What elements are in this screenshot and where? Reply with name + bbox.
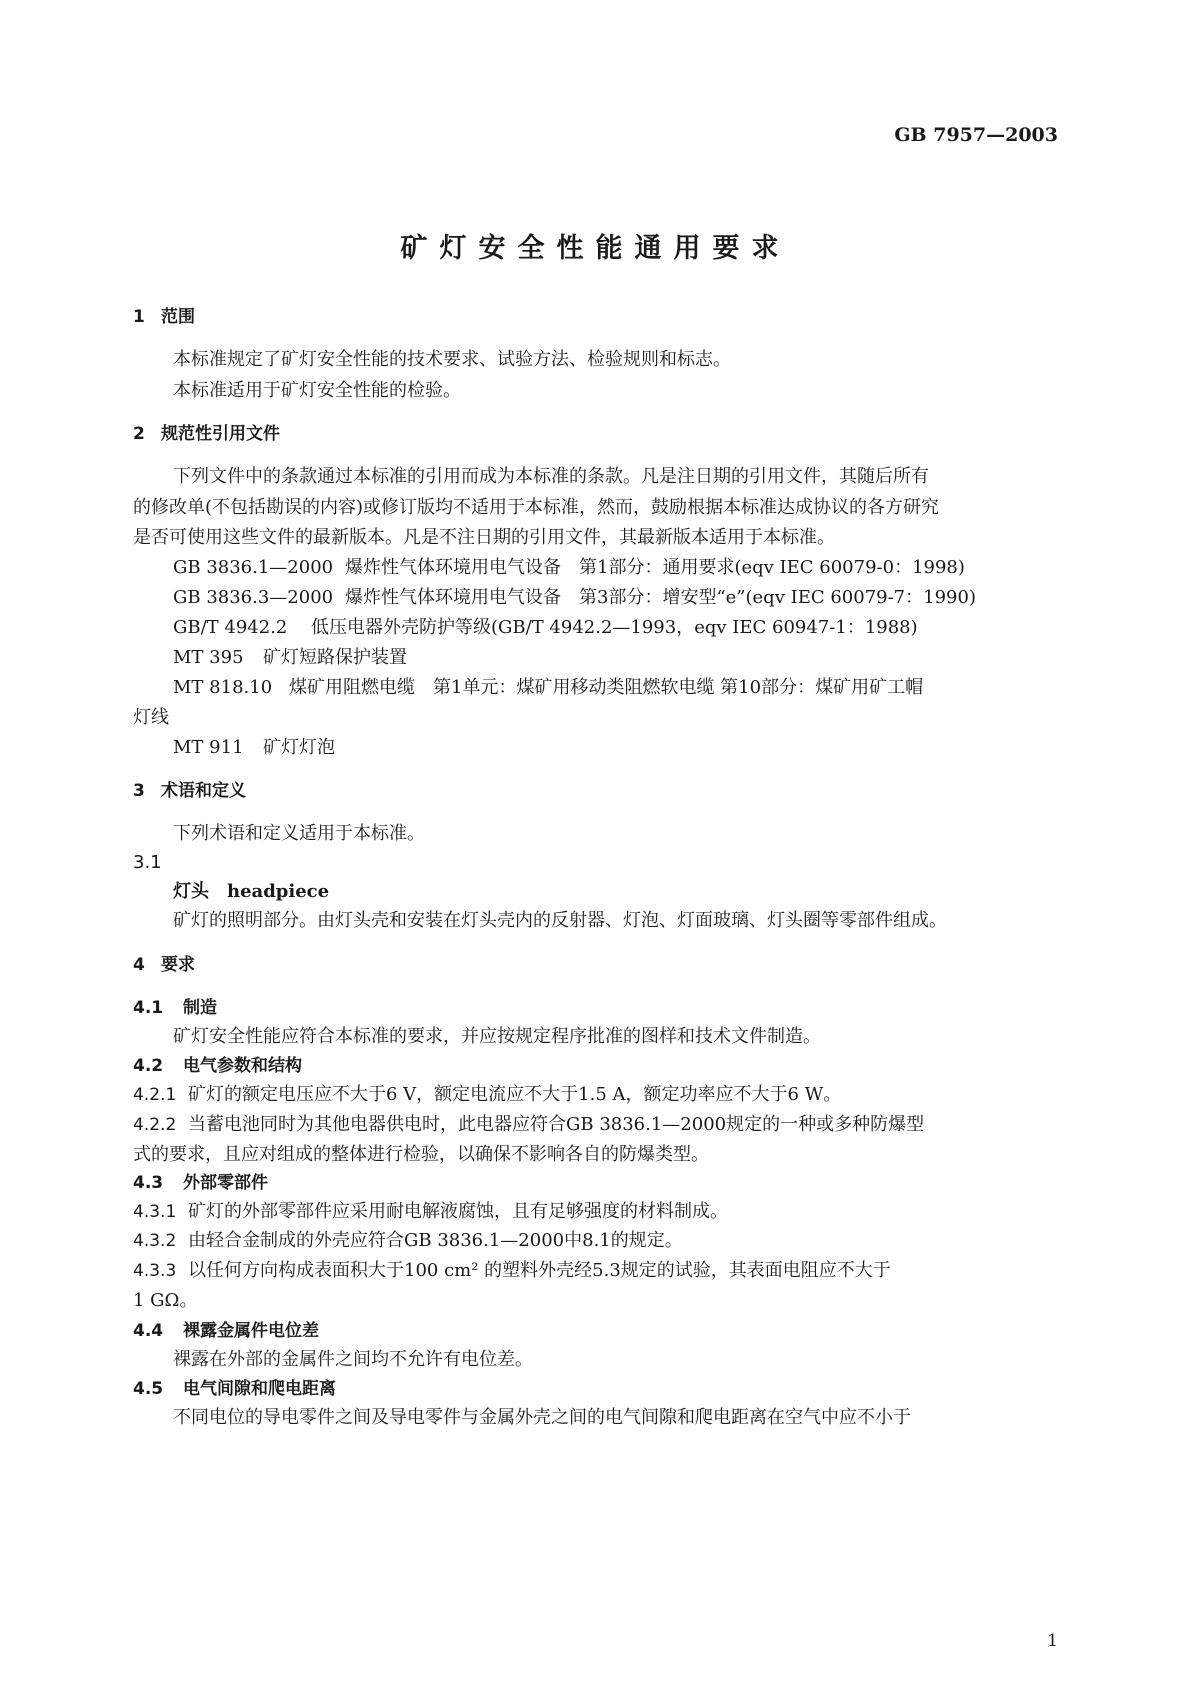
section-number: 4 bbox=[133, 955, 145, 975]
clause-4-2-1 bbox=[133, 1080, 1061, 1110]
paragraph: 下列文件中的条款通过本标准的引用而成为本标准的条款。凡是注日期的引用文件，其随后所有 bbox=[173, 466, 929, 487]
reference-title: 低压电器外壳防护等级(GB/T 4942.2—1993，eqv IEC 60947-1：1988) bbox=[311, 617, 918, 638]
clause-number: 4.3.1 bbox=[133, 1202, 177, 1222]
reference-item bbox=[173, 643, 1061, 673]
document-title: 矿灯安全性能通用要求 bbox=[400, 233, 791, 264]
clause-title: 电气间隙和爬电距离 bbox=[183, 1379, 336, 1399]
clause-text: 当蓄电池同时为其他电器供电时，此电器应符合GB 3836.1—2000规定的一种或多种防爆型 bbox=[188, 1114, 925, 1135]
reference-item bbox=[173, 613, 1061, 643]
clause-text: 矿灯的额定电压应不大于6 V，额定电流应不大于1.5 A，额定功率应不大于6 W。 bbox=[188, 1084, 842, 1105]
clause-continuation: 1 GΩ。 bbox=[133, 1290, 198, 1311]
clause-4-2-heading bbox=[133, 1051, 1061, 1081]
reference-item bbox=[173, 673, 1061, 703]
reference-item bbox=[173, 553, 1061, 583]
section-4-heading bbox=[133, 950, 1061, 980]
clause-number: 4.2.1 bbox=[133, 1085, 177, 1105]
section-title: 要求 bbox=[161, 955, 195, 975]
paragraph: 本标准适用于矿灯安全性能的检验。 bbox=[173, 380, 461, 401]
reference-continuation: 灯线 bbox=[133, 707, 169, 728]
clause-number: 4.3.2 bbox=[133, 1231, 177, 1251]
reference-code: GB 3836.3—2000 bbox=[173, 587, 334, 608]
section-number: 1 bbox=[133, 307, 145, 327]
reference-title: 矿灯灯泡 bbox=[263, 737, 335, 758]
section-1-heading bbox=[133, 302, 1061, 332]
clause-number: 3.1 bbox=[133, 852, 162, 873]
clause-number: 4.3 bbox=[133, 1173, 164, 1193]
clause-title: 裸露金属件电位差 bbox=[183, 1321, 319, 1341]
reference-title: 爆炸性气体环境用电气设备 第3部分：增安型“e”(eqv IEC 60079-7：1990) bbox=[345, 587, 976, 608]
clause-text: 由轻合金制成的外壳应符合GB 3836.1—2000中8.1的规定。 bbox=[188, 1230, 683, 1251]
reference-title: 矿灯短路保护装置 bbox=[263, 647, 407, 668]
clause-4-3-2 bbox=[133, 1226, 1061, 1256]
clause-4-3-1 bbox=[133, 1197, 1061, 1227]
paragraph: 裸露在外部的金属件之间均不允许有电位差。 bbox=[173, 1349, 533, 1370]
paragraph-continuation: 的修改单(不包括勘误的内容)或修订版均不适用于本标准，然而，鼓励根据本标准达成协议的各方研究 bbox=[133, 497, 940, 518]
paragraph: 下列术语和定义适用于本标准。 bbox=[173, 823, 425, 844]
clause-title: 制造 bbox=[183, 998, 217, 1018]
clause-text: 矿灯的外部零部件应采用耐电解液腐蚀，且有足够强度的材料制成。 bbox=[188, 1201, 728, 1222]
clause-number: 4.1 bbox=[133, 998, 164, 1018]
section-title: 规范性引用文件 bbox=[161, 424, 280, 444]
section-number: 3 bbox=[133, 781, 145, 801]
reference-item bbox=[173, 583, 1061, 613]
term-number bbox=[133, 848, 1061, 878]
standard-number: GB 7957—2003 bbox=[894, 124, 1058, 146]
section-title: 术语和定义 bbox=[161, 781, 246, 801]
clause-number: 4.5 bbox=[133, 1379, 164, 1399]
clause-title: 电气参数和结构 bbox=[183, 1056, 302, 1076]
reference-code: GB 3836.1—2000 bbox=[173, 557, 334, 578]
clause-4-5-heading bbox=[133, 1374, 1061, 1404]
clause-number: 4.2.2 bbox=[133, 1115, 177, 1135]
term-heading: 灯头 headpiece bbox=[173, 881, 330, 902]
clause-title: 外部零部件 bbox=[183, 1173, 268, 1193]
paragraph: 本标准规定了矿灯安全性能的技术要求、试验方法、检验规则和标志。 bbox=[173, 349, 731, 370]
clause-4-1-heading bbox=[133, 993, 1061, 1023]
paragraph-continuation: 是否可使用这些文件的最新版本。凡是不注日期的引用文件，其最新版本适用于本标准。 bbox=[133, 527, 835, 548]
clause-4-4-heading bbox=[133, 1316, 1061, 1346]
reference-code: GB/T 4942.2 bbox=[173, 617, 288, 638]
clause-continuation: 式的要求，且应对组成的整体进行检验，以确保不影响各自的防爆类型。 bbox=[133, 1144, 709, 1165]
clause-number: 4.2 bbox=[133, 1056, 164, 1076]
section-number: 2 bbox=[133, 424, 145, 444]
section-title: 范围 bbox=[161, 307, 195, 327]
reference-title: 爆炸性气体环境用电气设备 第1部分：通用要求(eqv IEC 60079-0：1998) bbox=[345, 557, 965, 578]
paragraph: 不同电位的导电零件之间及导电零件与金属外壳之间的电气间隙和爬电距离在空气中应不小于 bbox=[173, 1407, 911, 1428]
term-definition: 矿灯的照明部分。由灯头壳和安装在灯头壳内的反射器、灯泡、灯面玻璃、灯头圈等零部件组成。 bbox=[173, 910, 947, 931]
clause-number: 4.4 bbox=[133, 1321, 164, 1341]
clause-4-3-heading bbox=[133, 1168, 1061, 1198]
clause-4-2-2 bbox=[133, 1110, 1061, 1140]
section-3-heading bbox=[133, 776, 1061, 806]
clause-number: 4.3.3 bbox=[133, 1261, 177, 1281]
paragraph: 矿灯安全性能应符合本标准的要求，并应按规定程序批准的图样和技术文件制造。 bbox=[173, 1026, 821, 1047]
reference-title: 煤矿用阻燃电缆 第1单元：煤矿用移动类阻燃软电缆 第10部分：煤矿用矿工帽 bbox=[289, 677, 924, 698]
reference-code: MT 818.10 bbox=[173, 677, 273, 698]
clause-text: 以任何方向构成表面积大于100 cm² 的塑料外壳经5.3规定的试验，其表面电阻应不大于 bbox=[188, 1260, 891, 1281]
reference-code: MT 395 bbox=[173, 647, 244, 668]
clause-4-3-3 bbox=[133, 1256, 1061, 1286]
reference-item bbox=[173, 733, 1061, 763]
reference-code: MT 911 bbox=[173, 737, 244, 758]
section-2-heading bbox=[133, 419, 1061, 449]
page-number: 1 bbox=[1047, 1631, 1058, 1651]
